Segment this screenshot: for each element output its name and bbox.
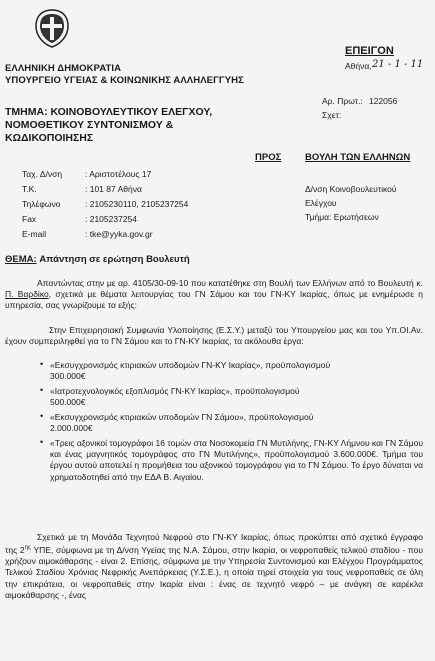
contact-value-phone: : 2105230110, 2105237254 — [85, 199, 189, 209]
paragraph-2: Στην Επιχειρησιακή Συμφωνία Υλοποίησης (Ε.Σ.Υ.) μεταξύ του Υπουργείου μας και του Υπ.ΟΙ.Αν. έχουν συμπεριληφθεί για το ΓΝ Σάμου και το ΓΝ-ΚΥ Ικαρίας, τα ακόλουθα έργα: — [5, 325, 423, 347]
recipient-line-2: Ελέγχου — [305, 198, 337, 208]
paragraph-3 — [5, 532, 423, 601]
bullet-3 — [50, 412, 423, 434]
pros-label: ΠΡΟΣ — [255, 152, 282, 163]
bullet-3-text: «Εκσυγχρονισμός κτιριακών υποδομών ΓΝ Σάμου», προϋπολογισμού — [50, 412, 314, 422]
department-line-3: ΚΩΔΙΚΟΠΟΙΗΣΗΣ — [5, 132, 94, 144]
date-handwritten: 21 - 1 - 11 — [372, 59, 424, 70]
bullet-1-text: «Εκσυγχρονισμός κτιριακών υποδομών ΓΝ-ΚΥ Ικαρίας», προϋπολογισμού — [50, 360, 331, 370]
department-line-1: ΤΜΗΜΑ: ΚΟΙΝΟΒΟΥΛΕΥΤΙΚΟΥ ΕΛΕΓΧΟΥ, — [5, 106, 213, 118]
recipient-line-3: Τμήμα: Ερωτήσεων — [305, 212, 379, 222]
greek-emblem-icon — [32, 8, 72, 48]
contact-value-postcode: : 101 87 Αθήνα — [85, 184, 142, 194]
subject-label: ΘΕΜΑ: — [5, 254, 37, 265]
bullet-2 — [50, 386, 423, 408]
recipient-line-1: Δ/νση Κοινοβουλευτικού — [305, 184, 397, 194]
related-label: Σχετ: — [322, 110, 342, 120]
paragraph-1 — [5, 278, 423, 312]
org-line-2: ΥΠΟΥΡΓΕΙΟ ΥΓΕΙΑΣ & ΚΟΙΝΩΝΙΚΗΣ ΑΛΛΗΛΕΓΓΥΗΣ — [5, 75, 244, 86]
bullet-dot-3: • — [40, 411, 44, 421]
org-line-1: ΕΛΛΗΝΙΚΗ ΔΗΜΟΚΡΑΤΙΑ — [5, 63, 122, 74]
paragraph-3-sup: ης — [24, 545, 31, 552]
bullet-2-amount: 500.000€ — [50, 397, 86, 408]
protocol-label: Αρ. Πρωτ.: — [322, 96, 363, 106]
protocol-number: 122056 — [369, 96, 398, 106]
bullet-3-amount: 2.000.000€ — [50, 423, 93, 434]
department-line-2: ΝΟΜΟΘΕΤΙΚΟΥ ΣΥΝΤΟΝΙΣΜΟΥ & — [5, 119, 174, 131]
bullet-dot-1: • — [40, 359, 44, 369]
contact-label-phone: Τηλέφωνο — [22, 199, 61, 209]
bullet-4: «Τρεις αξονικοί τομογράφοι 16 τομών στα Νοσοκομεία ΓΝ Μυτιλήνης, ΓΝ-ΚΥ Λήμνου και ΓΝ Σάμου και ένας μαγνητικός τομογράφος στο ΓΝ Μυτιλήνης», προϋπολογισμού 3.600.000€. Τμήμα του έργου αυτού αποτελεί η προμήθεια του αξονικού τομογράφου για το ΓΝ Σάμου. Το έργο δύναται να χρηματοδοτηθεί από την ΕΔΑ Β. Αιγαίου. — [50, 438, 423, 482]
bullet-1-amount: 300.000€ — [50, 371, 86, 382]
contact-label-address: Ταχ. Δ/νση — [22, 169, 63, 179]
recipient-name: ΒΟΥΛΗ ΤΩΝ ΕΛΛΗΝΩΝ — [305, 152, 411, 163]
paragraph-1-start: Απαντώντας στην με αρ. 4105/30-09-10 που κατατέθηκε στη Βουλή των Ελλήνων από το Βουλευτή κ. — [37, 278, 423, 288]
contact-value-email: : tke@yyka.gov.gr — [85, 229, 153, 239]
urgent-label: ΕΠΕΙΓΟΝ — [345, 45, 394, 57]
bullet-dot-4: • — [40, 437, 44, 447]
subject-line — [5, 254, 190, 265]
date-label: Αθήνα, — [345, 61, 372, 71]
contact-label-postcode: Τ.Κ. — [22, 184, 37, 194]
bullet-2-text: «Ιατροτεχνολογικός εξοπλισμός ΓΝ-ΚΥ Ικαρίας», προϋπολογισμού — [50, 386, 300, 396]
subject-text: Απάντηση σε ερώτηση Βουλευτή — [39, 254, 190, 265]
bullet-dot-2: • — [40, 385, 44, 395]
contact-label-email: E-mail — [22, 229, 47, 239]
bullet-1 — [50, 360, 423, 382]
paragraph-3-start: Σχετικά με τη Μονάδα Τεχνητού Νεφρού στο ΓΝ-ΚΥ Ικαρίας, όπως προκύπτει από σχετικό έγγραφο της 2 — [5, 532, 423, 556]
mp-name: Π. Βαρδίκο — [5, 289, 49, 300]
contact-value-address: : Αριστοτέλους 17 — [85, 169, 152, 179]
contact-label-fax: Fax — [22, 214, 37, 224]
paragraph-3-end: ΥΠΕ, σύμφωνα με τη Δ/νση Υγείας της Ν.Α. Σάμου, στην Ικαρία, οι νεφροπαθείς τελικού σταδίου - που χρήζουν αιμοκάθαρσης - είναι 2. Επίσης, σύμφωνα με την Υπηρεσία Συντονισμού και Ελέγχου Προγράμματος Τελικού Σταδίου Χρόνιας Νεφρικής Ανεπάρκειας (Υ.Σ.Ε.), η οποία τηρεί στοιχεία για τους νεφροπαθείς σε όλη την επικράτεια, οι νεφροπαθείς στην Ικαρία είναι : ένας σε τεχνητό νεφρό – με ανάγκη σε καρέκλα αιμοκάθαρσης -, ένας — [5, 545, 423, 600]
contact-value-fax: : 2105237254 — [85, 214, 137, 224]
paragraph-1-end: , σχετικά με θέματα λειτουργίας του ΓΝ Σάμου και του ΓΝ-ΚΥ Ικαρίας, όπως με ενημέρωσε η υπηρεσία, σας γνωρίζουμε τα εξής: — [5, 289, 424, 311]
